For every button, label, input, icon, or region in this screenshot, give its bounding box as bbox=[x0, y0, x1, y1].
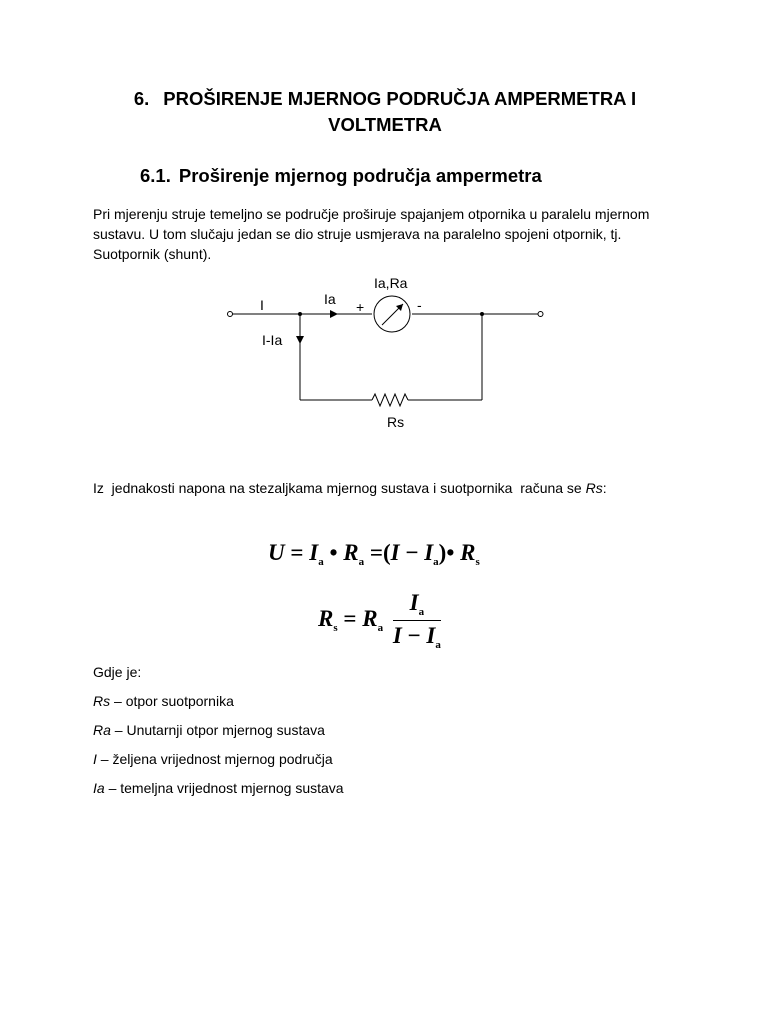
ammeter-symbol bbox=[374, 296, 410, 332]
formula-voltage: $U = I_a$ • $R_a =(I$ − $I_a)•$ $R_s$ bbox=[268, 540, 480, 568]
input-terminal bbox=[228, 312, 233, 317]
equality-text: Iz jednakosti napona na stezaljkama mjernog sustava i suotpornika računa se Rs: bbox=[93, 480, 607, 496]
definition-ra: Ra – Unutarnji otpor mjernog sustava bbox=[93, 722, 325, 738]
label-meter: Ia,Ra bbox=[374, 275, 408, 291]
label-plus: + bbox=[356, 299, 365, 315]
intro-paragraph: Pri mjerenju struje temeljno se područje proširuje spajanjem otpornika u paralelu mjernom sustavu. U tom slučaju jedan se dio struje usmjerava na paralelno spojeni otpornik, tj. Suotpornik (shunt). bbox=[93, 206, 650, 262]
current-arrow-ia bbox=[330, 310, 338, 318]
shunt-resistor bbox=[372, 394, 408, 406]
definitions-intro: Gdje je: bbox=[93, 664, 142, 680]
section-title: PROŠIRENJE MJERNOG PODRUČJA AMPERMETRA I VOLTMETRA bbox=[163, 88, 637, 135]
subsection-number: 6.1. bbox=[140, 165, 171, 186]
definitions-list bbox=[93, 662, 344, 807]
section-heading bbox=[90, 86, 680, 138]
current-arrow-shunt bbox=[296, 336, 304, 344]
formula-shunt-resistance: $R_s = R_a$ $\frac{I_a}{I - I_a}$ bbox=[318, 590, 441, 651]
label-minus: - bbox=[417, 297, 422, 313]
label-ia: Ia bbox=[324, 291, 336, 307]
label-rs: Rs bbox=[387, 414, 405, 430]
definition-rs: Rs – otpor suotpornika bbox=[93, 693, 234, 709]
subsection-title: Proširenje mjernog područja ampermetra bbox=[178, 165, 542, 186]
shunt-circuit-diagram bbox=[220, 270, 560, 440]
subsection-heading bbox=[140, 164, 542, 188]
label-i-minus-ia: I-Ia bbox=[262, 332, 283, 348]
section-number: 6. bbox=[133, 88, 150, 109]
output-terminal bbox=[538, 312, 543, 317]
definition-ia: Ia – temeljna vrijednost mjernog sustava bbox=[93, 780, 344, 796]
definition-i: I – željena vrijednost mjernog područja bbox=[93, 751, 333, 767]
rs-variable: Rs bbox=[585, 480, 603, 496]
label-i: I bbox=[260, 297, 264, 313]
fraction: $\frac{I_a}{I - I_a}$ bbox=[392, 590, 441, 651]
